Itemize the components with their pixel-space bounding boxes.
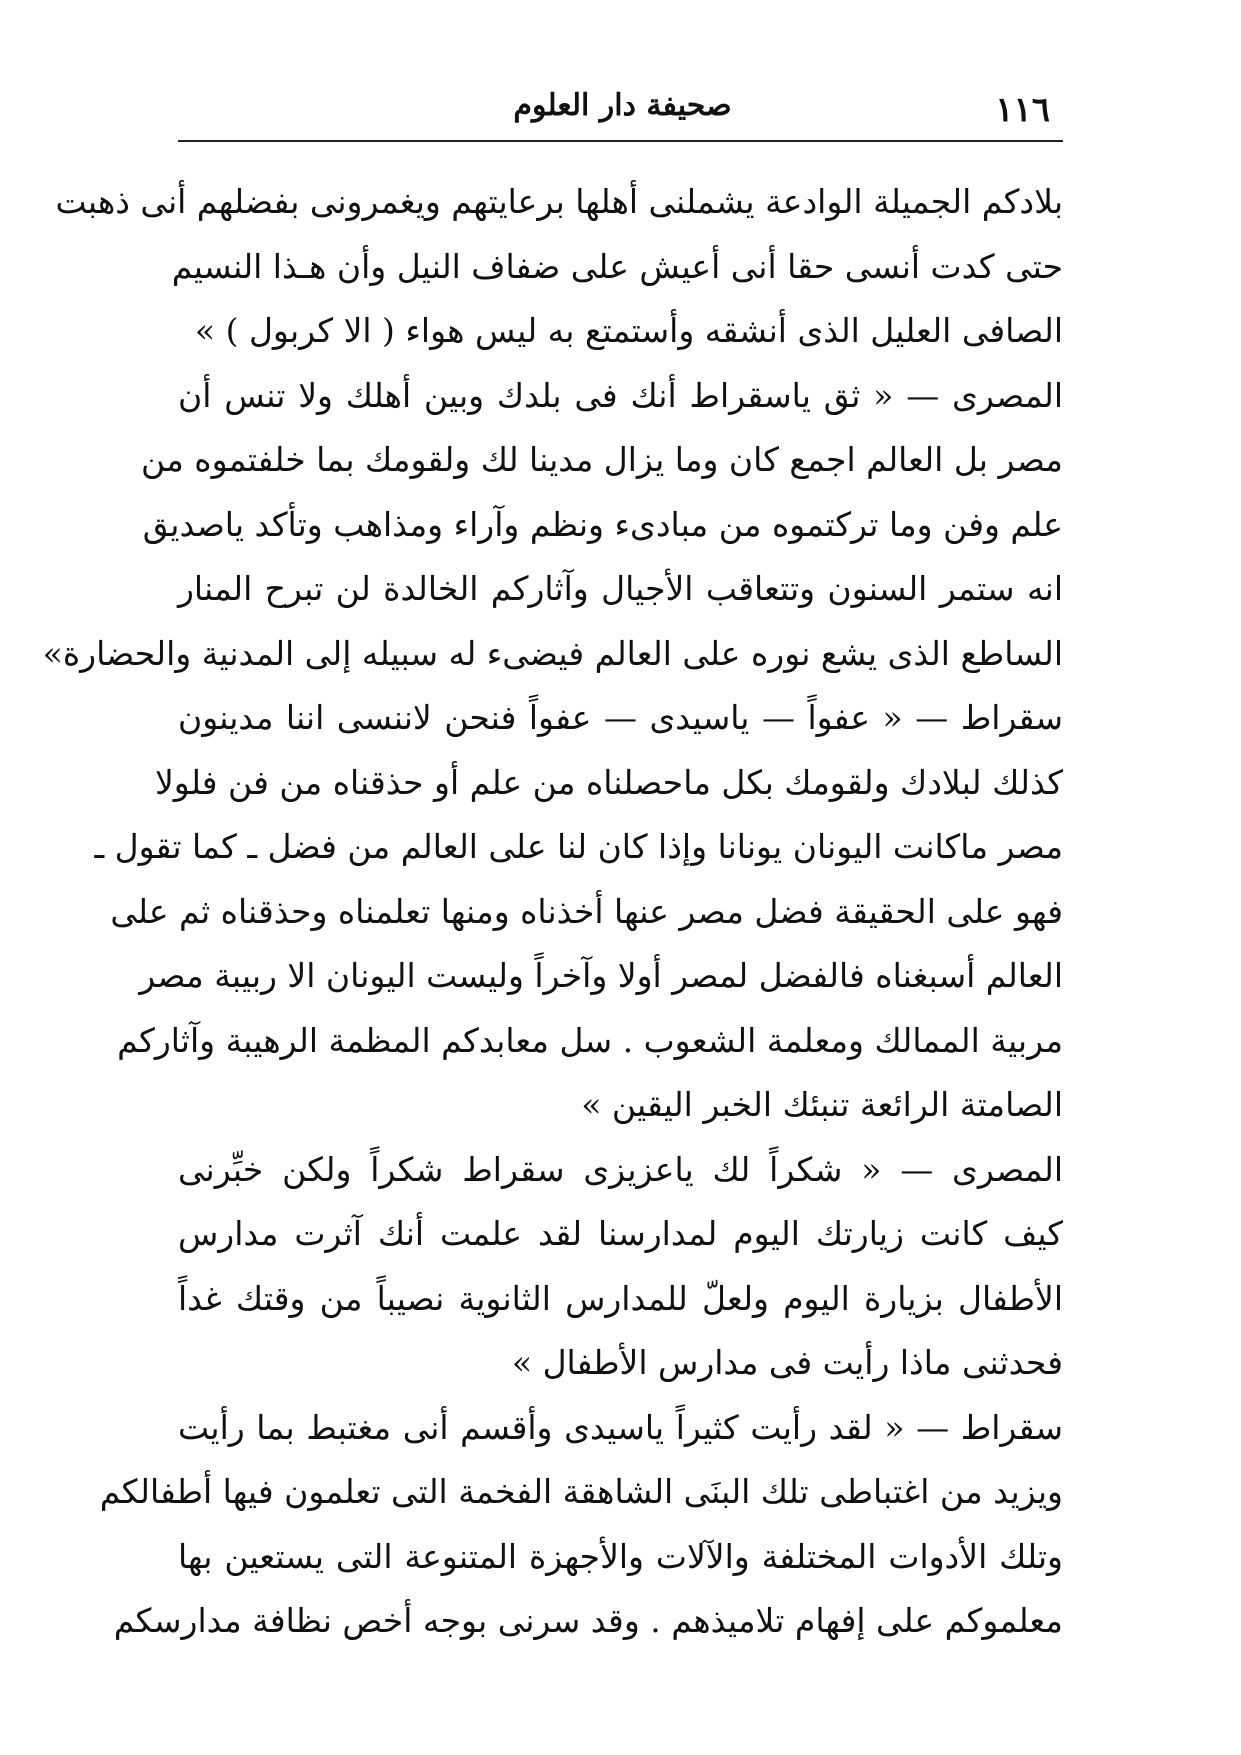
text-line: بلادكم الجميلة الوادعة يشملنى أهلها برعايتهم ويغمرونى بفضلهم أنى ذهبت [55,182,1063,221]
text-line: سقراط — « عفواً — ياسيدى — عفواً فنحن لاننسى اننا مدينون [178,698,1063,737]
text-line: الساطع الذى يشع نوره على العالم فيضىء له سبيله إلى المدنية والحضارة» [42,633,1063,673]
text-line: فهو على الحقيقة فضل مصر عنها أخذناه ومنها تعلمناه وحذقناه ثم على [110,891,1063,931]
page-number: ١١٦ [995,90,1050,130]
running-title: صحيفة دار العلوم [513,88,732,123]
text-line: علم وفن وما تركتموه من مبادىء ونظم وآراء ومذاهب وتأكد ياصديق [142,504,1063,544]
text-line: فحدثنى ماذا رأيت فى مدارس الأطفال » [511,1343,1063,1382]
text-line: مصر ماكانت اليونان يونانا وإذا كان لنا على العالم من فضل ـ كما تقول ـ [94,827,1063,866]
text-line: كيف كانت زيارتك اليوم لمدارسنا لقد علمت أنك آثرت مدارس [178,1214,1063,1253]
text-line: الصافى العليل الذى أنشقه وأستمتع به ليس هواء ( الا كربول ) » [194,311,1063,350]
header-rule [178,140,1063,142]
text-line: سقراط — « لقد رأيت كثيراً ياسيدى وأقسم أنى مغتبط بما رأيت [178,1407,1063,1447]
text-line: معلموكم على إفهام تلاميذهم . وقد سرنى بوجه أخص نظافة مدارسكم [113,1601,1063,1640]
text-line: مصر بل العالم اجمع كان وما يزال مدينا لك ولقومك بما خلفتموه من [141,440,1063,479]
text-line: المصرى — « شكراً لك ياعزيزى سقراط شكراً ولكن خبِّرنى [178,1149,1063,1189]
body-text [42,170,1063,1654]
text-line: كذلك لبلادك ولقومك بكل ماحصلناه من علم أو حذقناه من فن فلولا [154,762,1063,802]
text-line: انه ستمر السنون وتتعاقب الأجيال وآثاركم الخالدة لن تبرح المنار [178,569,1063,608]
text-line: ويزيد من اغتباطى تلك البنَى الشاهقة الفخمة التى تعلمون فيها أطفالكم [99,1472,1063,1511]
text-line: الأطفال بزيارة اليوم ولعلّ للمدارس الثانوية نصيباً من وقتك غداً [178,1278,1063,1318]
text-line: الصامتة الرائعة تنبئك الخبر اليقين » [581,1085,1063,1124]
text-line: العالم أسبغناه فالفضل لمصر أولا وآخراً وليست اليونان الا ربيبة مصر [139,956,1063,995]
text-line: وتلك الأدوات المختلفة والآلات والأجهزة المتنوعة التى يستعين بها [178,1536,1063,1576]
text-line: المصرى — « ثق ياسقراط أنك فى بلدك وبين أهلك ولا تنس أن [178,375,1063,415]
text-line: حتى كدت أنسى حقا أنى أعيش على ضفاف النيل وأن هـذا النسيم [171,246,1063,286]
text-line: مربية الممالك ومعلمة الشعوب . سل معابدكم المظمة الرهيبة وآثاركم [117,1020,1063,1060]
page-header [175,78,1070,138]
